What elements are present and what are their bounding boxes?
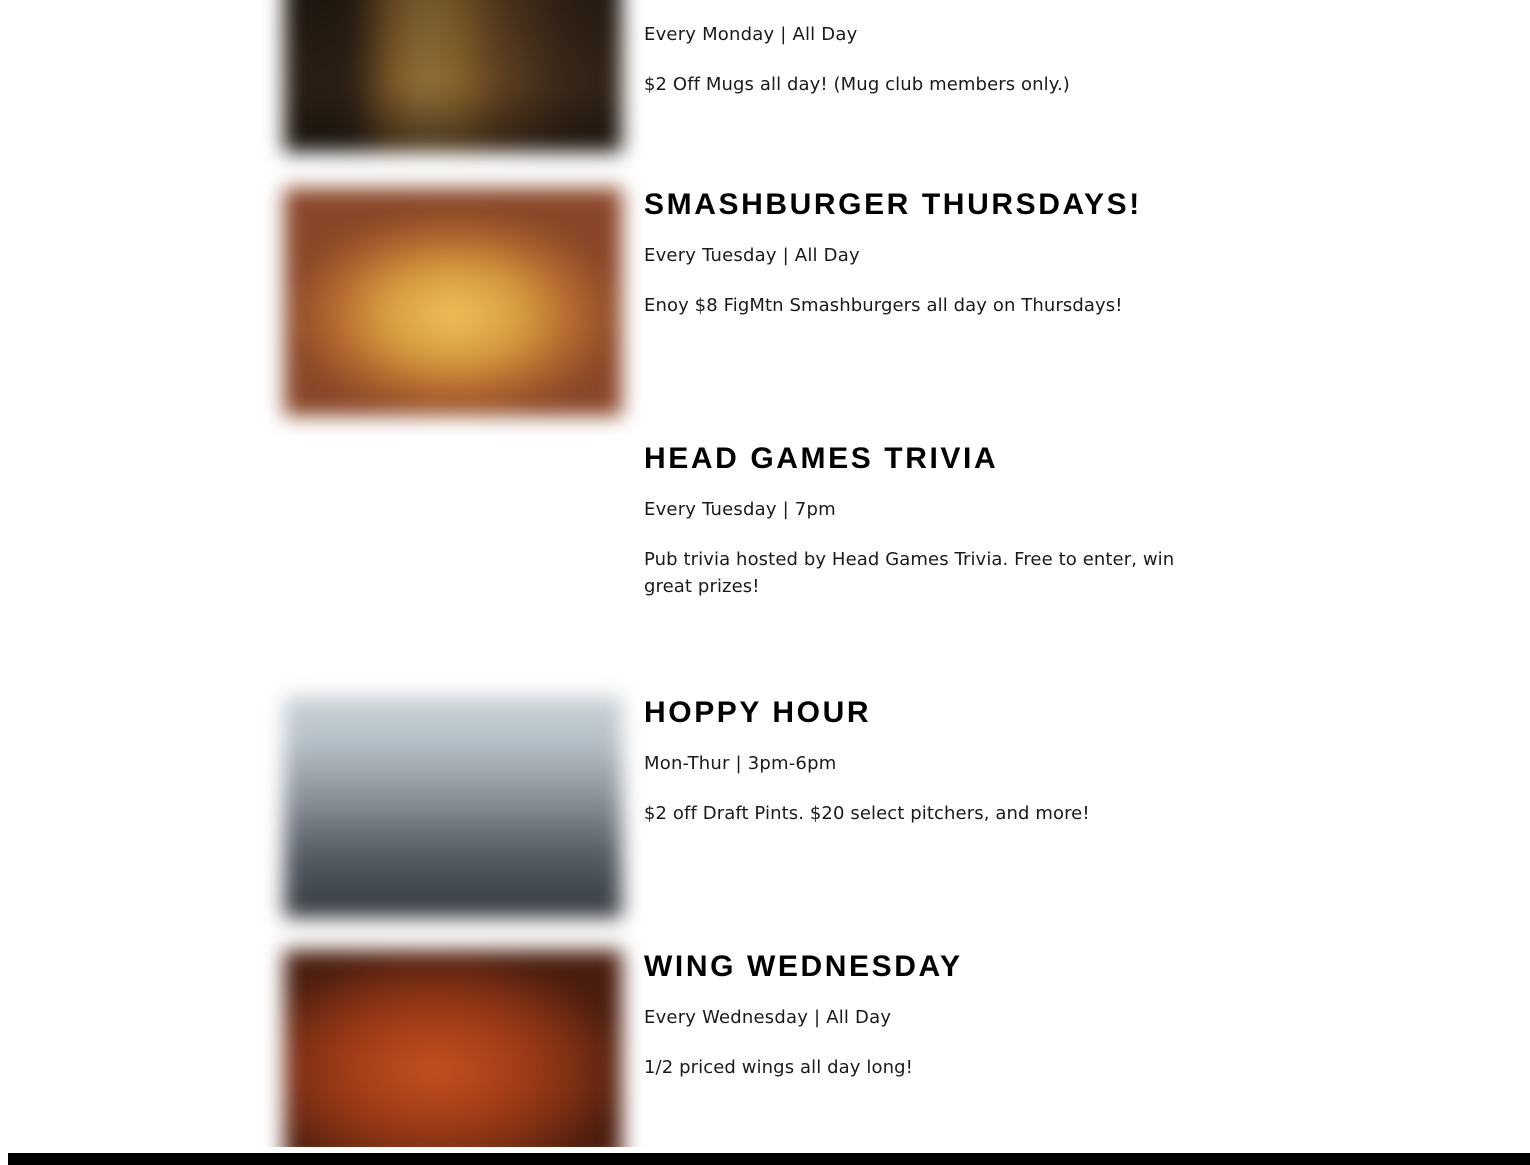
event-schedule: Every Wednesday | All Day xyxy=(644,1007,892,1028)
smashburger-photo[interactable] xyxy=(284,188,622,416)
wing-wednesday-photo[interactable] xyxy=(284,950,622,1165)
footer-bar xyxy=(0,1153,1530,1165)
event-text-block xyxy=(644,0,1384,98)
event-schedule: Every Monday | All Day xyxy=(644,24,858,45)
event-schedule: Every Tuesday | 7pm xyxy=(644,499,836,520)
event-item-smashburger-thursdays[interactable] xyxy=(284,188,1384,416)
event-text-block xyxy=(644,950,1384,1081)
event-schedule: Mon-Thur | 3pm-6pm xyxy=(644,753,837,774)
event-item-mug-club[interactable] xyxy=(284,0,1384,152)
event-description: 1/2 priced wings all day long! xyxy=(644,1057,913,1079)
event-title: WING WEDNESDAY xyxy=(644,950,963,983)
event-description: $2 Off Mugs all day! (Mug club members only.) xyxy=(644,74,1070,96)
mug-club-beer-photo[interactable] xyxy=(284,0,622,152)
event-text-block xyxy=(644,696,1384,827)
hoppy-hour-photo[interactable] xyxy=(284,696,622,918)
event-description: Enoy $8 FigMtn Smashburgers all day on Thursdays! xyxy=(644,295,1123,317)
event-title: HEAD GAMES TRIVIA xyxy=(644,442,999,475)
event-text-block xyxy=(644,442,1384,600)
event-item-wing-wednesday[interactable] xyxy=(284,950,1384,1165)
event-title: SMASHBURGER THURSDAYS! xyxy=(644,188,1142,221)
event-description: Pub trivia hosted by Head Games Trivia. Free to enter, win great prizes! xyxy=(644,549,1175,598)
event-text-block xyxy=(644,188,1384,319)
event-title: HOPPY HOUR xyxy=(644,696,872,729)
event-item-hoppy-hour[interactable] xyxy=(284,696,1384,918)
page-left-margin xyxy=(0,0,8,1165)
event-item-head-games-trivia[interactable] xyxy=(284,442,1384,600)
event-description: $2 off Draft Pints. $20 select pitchers, and more! xyxy=(644,803,1090,825)
event-schedule: Every Tuesday | All Day xyxy=(644,245,860,266)
